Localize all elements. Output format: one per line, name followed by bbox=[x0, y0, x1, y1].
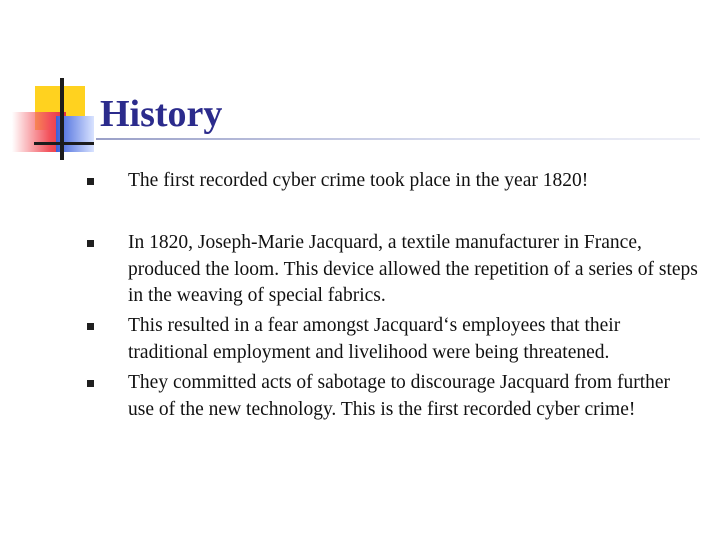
slide-title: History bbox=[100, 93, 223, 135]
bullet-text: The first recorded cyber crime took place in the year 1820! bbox=[128, 170, 589, 191]
bullet-square-icon bbox=[87, 178, 94, 185]
bullet-square-icon bbox=[87, 240, 94, 247]
bullet-text: They committed acts of sabotage to discourage Jacquard from further use of the new technology. This is the first recorded cyber crime! bbox=[128, 372, 671, 420]
bullet-square-icon bbox=[87, 323, 94, 330]
bullet-text: This resulted in a fear amongst Jacquard‘s employees that their traditional employment and livelihood were being threatened. bbox=[128, 315, 621, 363]
bullet-square-icon bbox=[87, 380, 94, 387]
bullet-text: In 1820, Joseph-Marie Jacquard, a textile manufacturer in France, produced the loom. This device allowed the repetition of a series of steps in the weaving of special fabrics. bbox=[128, 232, 698, 306]
